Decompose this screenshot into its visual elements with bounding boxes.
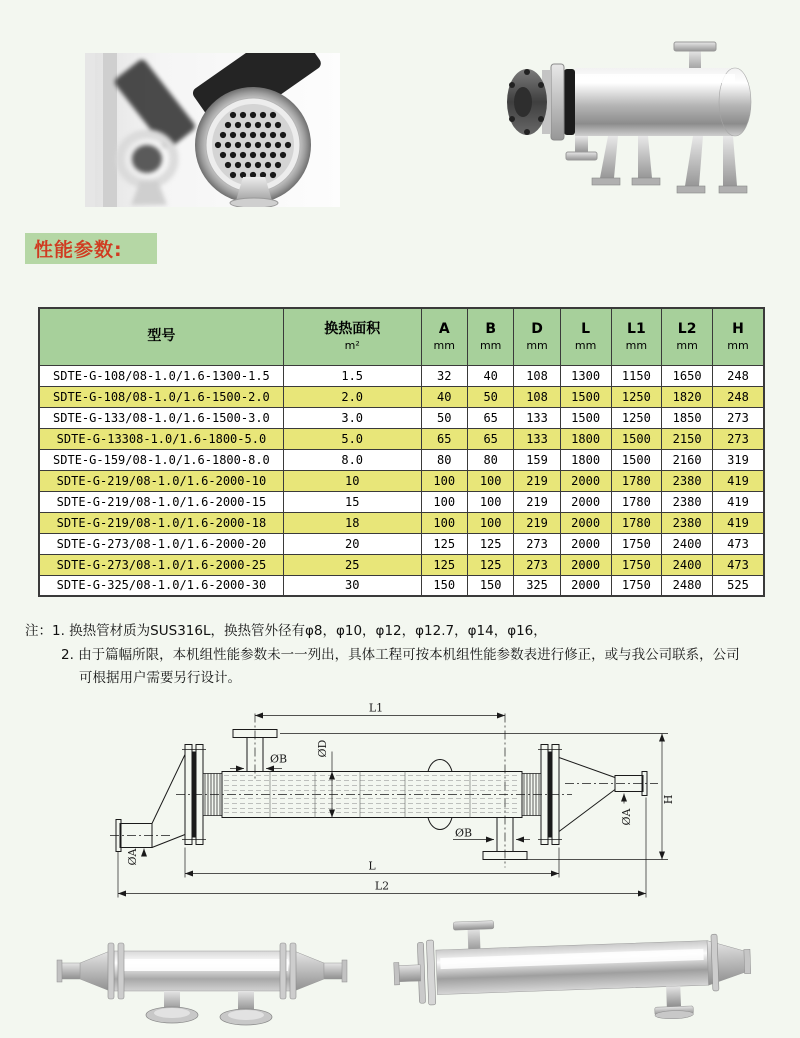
value-cell: 1750 [611,554,662,575]
col-header: 型号 [39,308,283,365]
table-row [39,365,764,386]
value-cell: 1250 [611,386,662,407]
table-row [39,533,764,554]
value-cell: 100 [421,470,467,491]
value-cell: 219 [514,491,560,512]
value-cell: 273 [713,407,765,428]
value-cell: 325 [514,575,560,596]
col-header: H mm [713,308,765,365]
value-cell: 150 [467,575,513,596]
value-cell: 1800 [560,428,611,449]
value-cell: 2380 [662,470,713,491]
value-cell: 419 [713,491,765,512]
value-cell: 133 [514,407,560,428]
value-cell: 10 [283,470,421,491]
value-cell: 108 [514,365,560,386]
model-cell: SDTE-G-325/08-1.0/1.6-2000-30 [39,575,283,596]
value-cell: 32 [421,365,467,386]
value-cell: 1780 [611,512,662,533]
dim-label-l2: L2 [374,879,390,893]
value-cell: 419 [713,512,765,533]
model-cell: SDTE-G-273/08-1.0/1.6-2000-20 [39,533,283,554]
product-photo-bottom-left [52,925,352,1030]
value-cell: 125 [467,554,513,575]
table-row [39,554,764,575]
value-cell: 525 [713,575,765,596]
value-cell: 108 [514,386,560,407]
value-cell: 248 [713,386,765,407]
value-cell: 2400 [662,554,713,575]
table-row [39,470,764,491]
value-cell: 15 [283,491,421,512]
value-cell: 3.0 [283,407,421,428]
table-row [39,449,764,470]
model-cell: SDTE-G-159/08-1.0/1.6-1800-8.0 [39,449,283,470]
value-cell: 125 [421,554,467,575]
value-cell: 5.0 [283,428,421,449]
value-cell: 65 [467,407,513,428]
value-cell: 100 [421,512,467,533]
value-cell: 20 [283,533,421,554]
value-cell: 100 [421,491,467,512]
value-cell: 80 [421,449,467,470]
value-cell: 473 [713,554,765,575]
value-cell: 1650 [662,365,713,386]
value-cell: 273 [514,554,560,575]
value-cell: 65 [467,428,513,449]
dim-label-l: L [368,859,376,873]
dim-label-phiA-right: ØA [620,808,633,826]
value-cell: 1150 [611,365,662,386]
value-cell: 1250 [611,407,662,428]
table-row [39,407,764,428]
value-cell: 1500 [611,428,662,449]
value-cell: 2150 [662,428,713,449]
value-cell: 219 [514,470,560,491]
dim-label-phiD: ØD [316,739,329,758]
value-cell: 40 [467,365,513,386]
value-cell: 65 [421,428,467,449]
value-cell: 419 [713,470,765,491]
dim-label-h: H [662,794,675,805]
value-cell: 50 [467,386,513,407]
value-cell: 2000 [560,554,611,575]
value-cell: 159 [514,449,560,470]
value-cell: 1500 [611,449,662,470]
value-cell: 30 [283,575,421,596]
col-header: L2 mm [662,308,713,365]
value-cell: 80 [467,449,513,470]
col-header: A mm [421,308,467,365]
product-photo-tube-sheet [85,53,340,207]
value-cell: 133 [514,428,560,449]
table-row [39,428,764,449]
note-line-2: 2. 由于篇幅所限，本机组性能参数未一一列出，具体工程可按本机组性能参数表进行修正，或与我公司联系，公司 [61,646,740,663]
value-cell: 100 [467,470,513,491]
value-cell: 2480 [662,575,713,596]
model-cell: SDTE-G-133/08-1.0/1.6-1500-3.0 [39,407,283,428]
value-cell: 319 [713,449,765,470]
product-photo-assembled-unit [480,40,765,210]
value-cell: 125 [421,533,467,554]
model-cell: SDTE-G-13308-1.0/1.6-1800-5.0 [39,428,283,449]
value-cell: 273 [713,428,765,449]
value-cell: 1820 [662,386,713,407]
value-cell: 2000 [560,491,611,512]
spec-table [38,307,765,597]
dim-label-phiB-top: ØB [270,752,288,766]
value-cell: 2000 [560,533,611,554]
dim-label-l1: L1 [368,701,384,715]
model-cell: SDTE-G-219/08-1.0/1.6-2000-18 [39,512,283,533]
model-cell: SDTE-G-219/08-1.0/1.6-2000-10 [39,470,283,491]
notes [25,620,783,691]
value-cell: 1780 [611,491,662,512]
col-header: 换热面积 m² [283,308,421,365]
value-cell: 1.5 [283,365,421,386]
value-cell: 150 [421,575,467,596]
product-photo-bottom-right [368,915,768,1033]
value-cell: 100 [467,512,513,533]
table-row [39,386,764,407]
note-line-1: 注：1. 换热管材质为SUS316L，换热管外径有φ8，φ10，φ12，φ12.7，φ14，φ16， [25,623,547,639]
value-cell: 1750 [611,575,662,596]
dim-label-phiB-bottom: ØB [455,826,473,840]
value-cell: 473 [713,533,765,554]
col-header: L mm [560,308,611,365]
section-title-banner [25,233,157,264]
value-cell: 248 [713,365,765,386]
value-cell: 1780 [611,470,662,491]
value-cell: 2380 [662,512,713,533]
value-cell: 1500 [560,386,611,407]
value-cell: 1750 [611,533,662,554]
value-cell: 273 [514,533,560,554]
value-cell: 2400 [662,533,713,554]
value-cell: 1300 [560,365,611,386]
value-cell: 219 [514,512,560,533]
value-cell: 125 [467,533,513,554]
col-header: B mm [467,308,513,365]
value-cell: 8.0 [283,449,421,470]
value-cell: 2160 [662,449,713,470]
dimension-drawing [110,698,690,906]
value-cell: 2000 [560,470,611,491]
value-cell: 2.0 [283,386,421,407]
table-row [39,575,764,596]
value-cell: 1500 [560,407,611,428]
note-line-3: 可根据用户需要另行设计。 [79,670,241,687]
model-cell: SDTE-G-108/08-1.0/1.6-1500-2.0 [39,386,283,407]
value-cell: 1800 [560,449,611,470]
value-cell: 40 [421,386,467,407]
table-row [39,491,764,512]
value-cell: 1850 [662,407,713,428]
value-cell: 100 [467,491,513,512]
table-row [39,512,764,533]
col-header: D mm [514,308,560,365]
model-cell: SDTE-G-219/08-1.0/1.6-2000-15 [39,491,283,512]
model-cell: SDTE-G-273/08-1.0/1.6-2000-25 [39,554,283,575]
section-title: 性能参数: [34,239,123,261]
value-cell: 18 [283,512,421,533]
col-header: L1 mm [611,308,662,365]
model-cell: SDTE-G-108/08-1.0/1.6-1300-1.5 [39,365,283,386]
dim-label-phiA-left: ØA [126,848,139,866]
value-cell: 50 [421,407,467,428]
value-cell: 2000 [560,575,611,596]
value-cell: 2380 [662,491,713,512]
value-cell: 25 [283,554,421,575]
value-cell: 2000 [560,512,611,533]
